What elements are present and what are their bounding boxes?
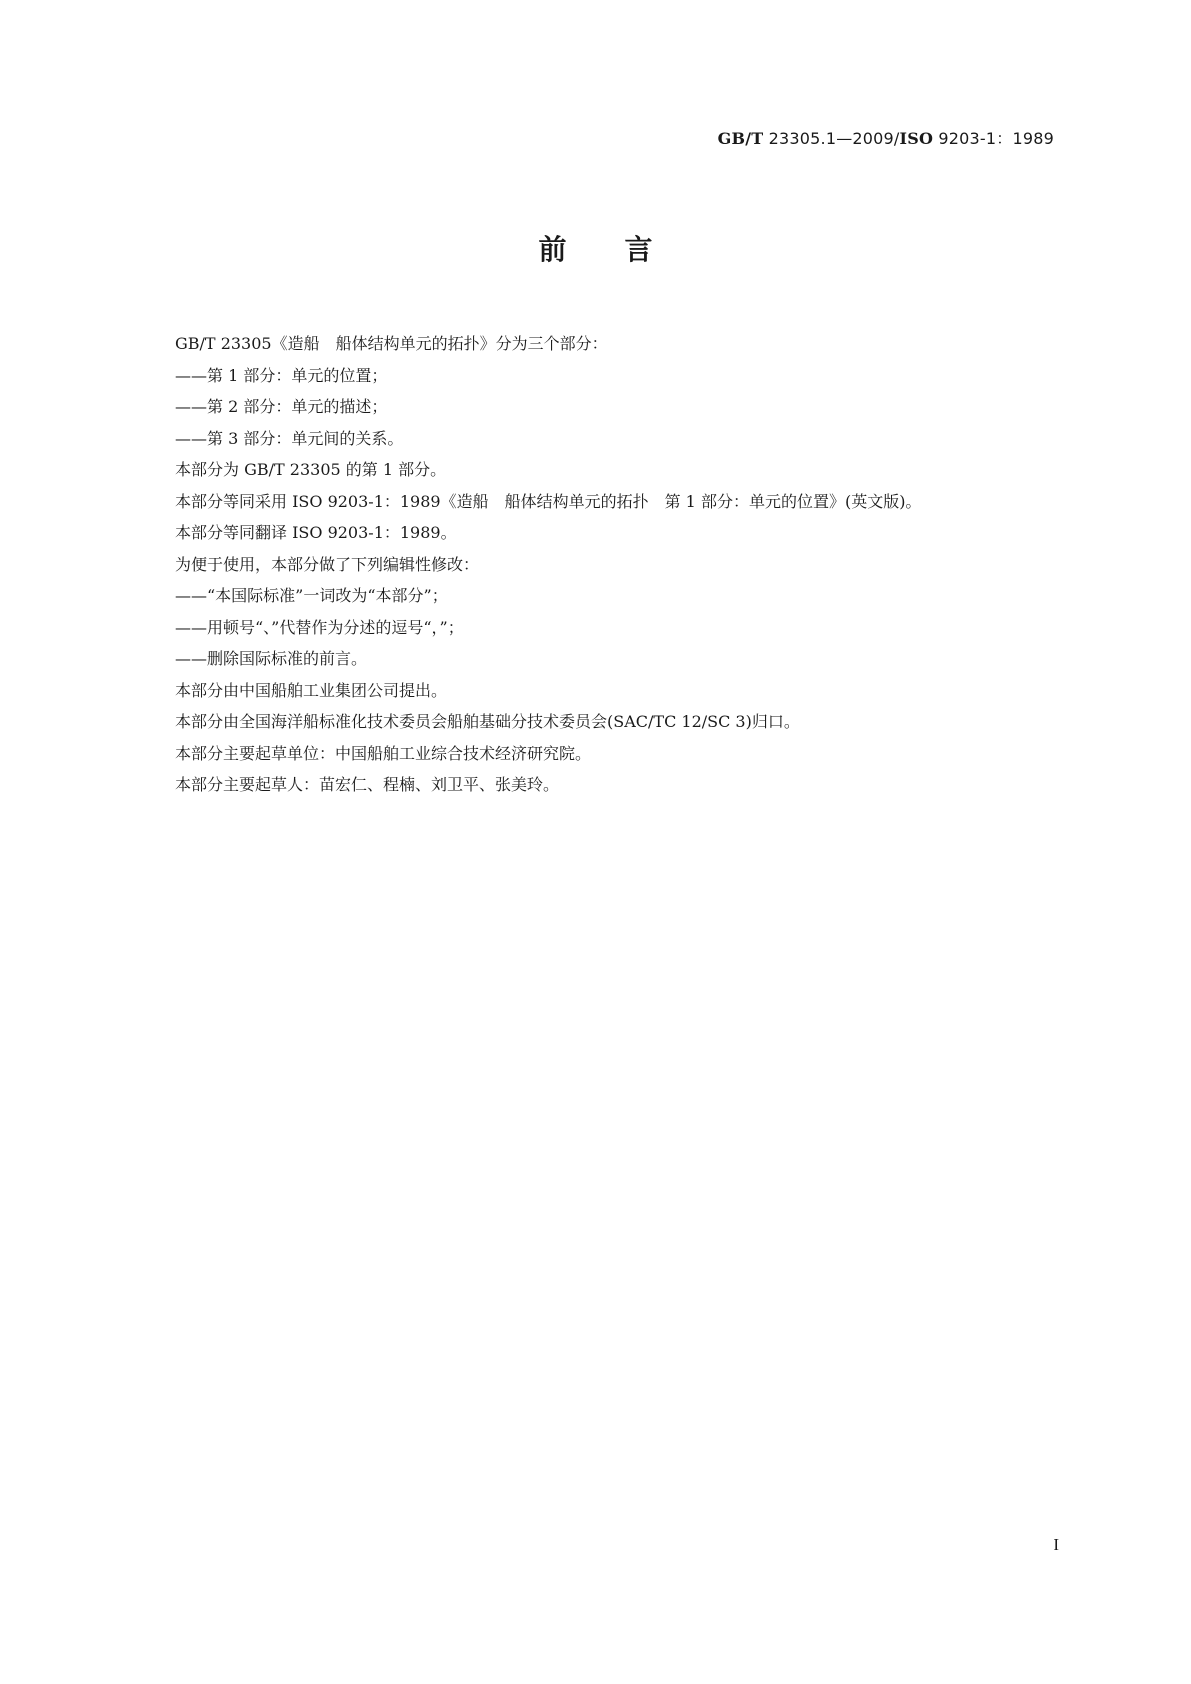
foreword-line: GB/T 23305《造船 船体结构单元的拓扑》分为三个部分： [175, 334, 608, 353]
foreword-line: ——用顿号“、”代替作为分述的逗号“，”； [175, 617, 464, 637]
document-code [718, 126, 1054, 149]
foreword-line: 本部分为 GB/T 23305 的第 1 部分。 [175, 460, 447, 479]
foreword-line: ——删除国际标准的前言。 [175, 649, 368, 668]
foreword-line: 本部分由全国海洋船标准化技术委员会船舶基础分技术委员会(SAC/TC 12/SC 3)归口。 [175, 712, 800, 731]
foreword-line: ——第 3 部分：单元间的关系。 [175, 428, 404, 448]
page-number: I [1053, 1535, 1059, 1554]
foreword-line: 本部分主要起草单位：中国船舶工业综合技术经济研究院。 [175, 743, 592, 763]
foreword-body [175, 328, 1075, 801]
doc-code-number: 23305.1—2009/ [763, 129, 900, 148]
foreword-line: ——第 1 部分：单元的位置； [175, 365, 388, 385]
foreword-line: ——“本国际标准”一词改为“本部分”； [175, 586, 448, 605]
doc-code-bold-iso: ISO [899, 129, 934, 148]
foreword-line: 本部分主要起草人：苗宏仁、程楠、刘卫平、张美玲。 [175, 775, 560, 794]
foreword-line: 为便于使用，本部分做了下列编辑性修改： [175, 554, 480, 574]
foreword-line: ——第 2 部分：单元的描述； [175, 397, 388, 416]
foreword-line: 本部分等同采用 ISO 9203-1：1989《造船 船体结构单元的拓扑 第 1 部分：单元的位置》(英文版)。 [175, 491, 922, 511]
foreword-line: 本部分由中国船舶工业集团公司提出。 [175, 680, 448, 700]
doc-code-bold-gbt: GB/T [717, 129, 764, 148]
page-title: 前言 [538, 233, 711, 266]
doc-code-iso-number: 9203-1：1989 [933, 129, 1054, 148]
foreword-line: 本部分等同翻译 ISO 9203-1：1989。 [175, 523, 457, 542]
